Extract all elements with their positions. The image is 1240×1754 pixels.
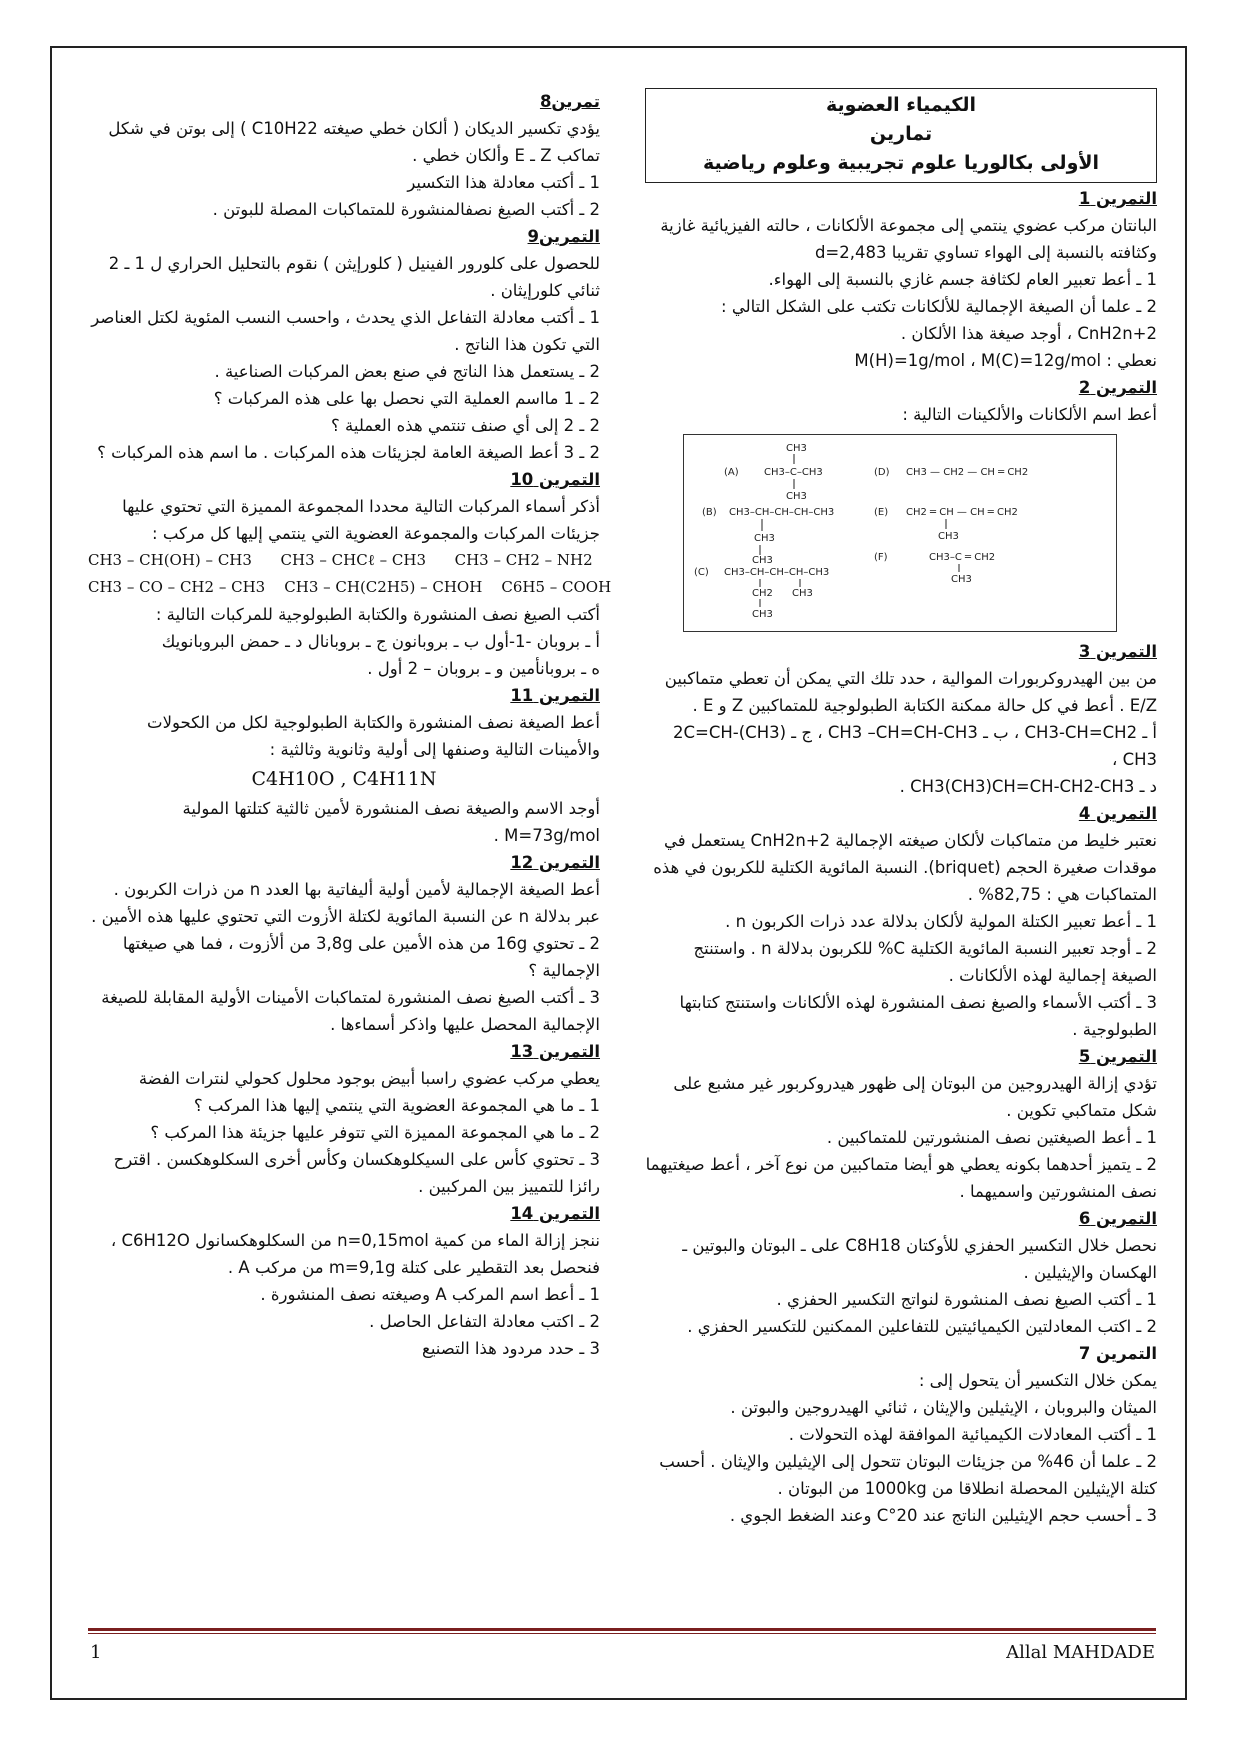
ex7-q1: 1 ـ أكتب المعادلات الكيميائية الموافقة لهذه التحولات . (788, 1425, 1157, 1444)
ex1-q1: 1 ـ أعط تعبير العام لكثافة جسم غازي بالنسبة إلى الهواء. (768, 270, 1157, 289)
ex1-intro: البانتان مركب عضوي ينتمي إلى مجموعة الألكانات ، حالته الفيزيائية غازية وكثافته بالنسبة إلى الهواء تساوي تقريبا d=2,483 (660, 216, 1157, 262)
ex11-intro: أعط الصيغة نصف المنشورة والكتابة الطبولوجية لكل من الكحولات والأمينات التالية وصنفها إلى أولية وثانوية وثالثية : (147, 713, 600, 759)
ex6-q1: 1 ـ أكتب الصيغ نصف المنشورة لنواتج التكسير الحفزي . (776, 1290, 1157, 1309)
f-ch3: CH3 (951, 574, 972, 585)
ex4-q1: 1 ـ أعط تعبير الكتلة المولية لألكان بدلالة عدد ذرات الكربون n . (725, 912, 1157, 931)
ex3-list-2: د ـ CH3(CH3)CH=CH-CH2-CH3 . (899, 777, 1157, 796)
ex7-title: التمرين 7 (1078, 1344, 1157, 1363)
ex13-q2: 2 ـ ما هي المجموعة المميزة التي تتوفر عليها جزيئة هذا المركب ؟ (150, 1123, 600, 1142)
ex12-intro: أعط الصيغة الإجمالية لأمين أولية أليفاتية بها العدد n من ذرات الكربون . عبر بدلالة n عن النسبة المائوية لكتلة الأزوت التي تحتوي عليها هذه الأمين . (91, 880, 600, 926)
ex5-intro: تؤدي إزالة الهيدروجين من البوتان إلى ظهور هيدروكربور غير مشبع على شكل متماكبي تكوين . (673, 1074, 1157, 1120)
ex4-intro: نعتبر خليط من متماكبات لألكان صيغته الإجمالية CnH2n+2 يستعمل في موقدات صغيرة الحجم (briquet). النسبة المائوية الكتلية للكربون في هذه المتماكبات هي : 82,75% . (653, 831, 1157, 904)
label-c: (C) (694, 567, 709, 578)
ex5-q1: 1 ـ أعط الصيغتين نصف المنشورتين للمتماكبين . (826, 1128, 1157, 1147)
b-chain: CH3–CH–CH–CH–CH3 (729, 507, 835, 518)
ex4-q3: 3 ـ أكتب الأسماء والصيغ نصف المنشورة لهذه الألكانات واستنتج كتابتها الطبولوجية . (679, 993, 1157, 1039)
a-bottom-ch3: CH3 (786, 491, 807, 502)
ex14-q3: 3 ـ حدد مردود هذا التصنيع (422, 1339, 600, 1358)
ex10-instruction: أكتب الصيغ نصف المنشورة والكتابة الطبولوجية للمركبات التالية : (155, 605, 600, 624)
ex5-title: التمرين 5 (1078, 1047, 1157, 1066)
ex14-q1: 1 ـ أعط اسم المركب A وصيغته نصف المنشورة . (260, 1285, 600, 1304)
ex9-q22: 2 ـ 2 إلى أي صنف تنتمي هذه العملية ؟ (331, 416, 600, 435)
document-title-box (645, 88, 1157, 183)
left-column (88, 88, 612, 1362)
ex3-list-1: أ ـ CH3-CH=CH2 ، ب ـ CH3 –CH=CH-CH3 ، ج ـ (CH3)2C=CH-CH3 ، (673, 723, 1157, 769)
ex7-intro: يمكن خلال التكسير أن يتحول إلى : (918, 1371, 1157, 1390)
a-top-ch3: CH3 (786, 443, 807, 454)
b-ch3-side: CH3 (754, 533, 775, 544)
ex2-intro: أعط اسم الألكانات والألكينات التالية : (902, 405, 1157, 424)
title-subject: الكيمياء العضوية (825, 94, 977, 116)
ex8-intro: يؤدي تكسير الديكان ( ألكان خطي صيغته C10H22 ) إلى بوتن في شكل تماكب Z ـ E وألكان خطي . (108, 119, 600, 165)
ex13-intro: يعطي مركب عضوي راسبا أبيض بوجود محلول كحولي لنترات الفضة (138, 1069, 600, 1088)
ex5-q2: 2 ـ يتميز أحدهما بكونه يعطي هو أيضا متماكبين من نوع آخر ، أعط صيغتيهما نصف المنشورتين واسميهما . (645, 1155, 1157, 1201)
ex9-q1: 1 ـ أكتب معادلة التفاعل الذي يحدث ، واحسب النسب المئوية لكتل العناصر التي تكون هذا الناتج . (91, 308, 600, 354)
e-ch3: CH3 (938, 531, 959, 542)
footer-rule (88, 1628, 1156, 1631)
c-ch2: CH2 (752, 588, 773, 599)
ex9-q2: 2 ـ يستعمل هذا الناتج في صنع بعض المركبات الصناعية . (214, 362, 600, 381)
ex12-q2: 2 ـ تحتوي 16g من هذه الأمين على 3,8g من ألأزوت ، فما هي صيغتها الإجمالية ؟ (122, 934, 600, 980)
c-ch3-end: CH3 (752, 609, 773, 620)
ex10-formulas-row-2: CH3 – CO – CH2 – CH3 CH3 – CH(C2H5) – CHOH C6H5 – COOH (88, 578, 612, 596)
ex3-title: التمرين 3 (1078, 642, 1157, 661)
ex6-title: التمرين 6 (1078, 1209, 1157, 1228)
ex6-q2: 2 ـ اكتب المعادلتين الكيميائيتين للتفاعلين الممكنين للتكسير الحفزي . (687, 1317, 1157, 1336)
ex11-formula: C4H10O , C4H11N (251, 768, 437, 790)
ex7-q2: 2 ـ علما أن 46% من جزيئات البوتان تتحول إلى الإيثيلين والإيثان . أحسب كتلة الإيثيلين المحصلة انطلاقا من 1000kg من البوتان . (659, 1452, 1157, 1498)
a-chain: CH3–C–CH3 (764, 467, 823, 478)
ex13-title: التمرين 13 (510, 1042, 600, 1061)
ex8-title: تمرين8 (539, 92, 600, 111)
ex8-q2: 2 ـ أكتب الصيغ نصفالمنشورة للمتماكبات المصلة للبوتن . (212, 200, 600, 219)
c-chain: CH3–CH–CH–CH–CH3 (724, 567, 830, 578)
title-level: الأولى بكالوريا علوم تجريبية وعلوم رياضية (702, 152, 1100, 174)
right-column (645, 88, 1157, 1529)
author-name: Allal MAHDADE (1006, 1642, 1155, 1663)
ex9-intro: للحصول على كلورور الفينيل ( كلورإيثن ) نقوم بالتحليل الحراري ل 1 ـ 2 ثنائي كلورإيثان . (108, 254, 600, 300)
ex14-intro: ننجز إزالة الماء من كمية n=0,15mol من السكلوهكسانول C6H12O ، فنحصل بعد التقطير على كتلة m=9,1g من مركب A . (110, 1231, 600, 1277)
ex9-title: التمرين9 (527, 227, 600, 246)
ex12-q3: 3 ـ أكتب الصيغ نصف المنشورة لمتماكبات الأمينات الأولية المقابلة للصيغة الإجمالية المحصل عليها واذكر أسماءها . (101, 988, 600, 1034)
ex13-q3: 3 ـ تحتوي كأس على السيكلوهكسان وكأس أخرى السكلوهكسن . اقترح رائزا للتمييز بين المركبين . (113, 1150, 600, 1196)
ex3-intro: من بين الهيدروكربورات الموالية ، حدد تلك التي يمكن أن تعطي متماكبين E/Z . أعط في كل حالة ممكنة الكتابة الطبولوجية للمتماكبين Z و E . (664, 669, 1157, 715)
structures-svg (684, 435, 1116, 631)
label-a: (A) (724, 467, 739, 478)
ex1-title: التمرين 1 (1078, 189, 1157, 208)
ex10-intro: أذكر أسماء المركبات التالية محددا المجموعة المميزة التي تحتوي عليها جزيئات المركبات والمجموعة العضوية التي ينتمي إليها كل مركب : (122, 497, 600, 543)
ex14-title: التمرين 14 (510, 1204, 600, 1223)
ex10-list-2: ه ـ بروبانأمين و ـ بروبان – 2 أول . (367, 659, 600, 678)
ex1-data: نعطي : M(H)=1g/mol ، M(C)=12g/mol (854, 351, 1157, 370)
ex10-formulas-row-1: CH3 – CH(OH) – CH3 CH3 – CHCℓ – CH3 CH3 – CH2 – NH2 (88, 551, 593, 569)
ex8-q1: 1 ـ أكتب معادلة هذا التكسير (407, 173, 600, 192)
label-e: (E) (874, 507, 889, 518)
ex10-title: التمرين 10 (510, 470, 600, 489)
ex6-intro: نحصل خلال التكسير الحفزي للأوكتان C8H18 على ـ البوتان والبوتين ـ الهكسان والإيثيلين . (682, 1236, 1157, 1282)
label-d: (D) (874, 467, 890, 478)
c-ch3-side: CH3 (792, 588, 813, 599)
structures-figure (683, 434, 1117, 632)
e-chain: CH2 ═ CH — CH ═ CH2 (906, 507, 1018, 518)
b-ch3-end: CH3 (752, 555, 773, 566)
ex10-list-1: أ ـ بروبان -1-أول ب ـ بروبانون ج ـ بروبانال د ـ حمض البروبانويك (161, 632, 600, 651)
ex7-q3: 3 ـ أحسب حجم الإيثيلين الناتج عند 20°C وعند الضغط الجوي . (729, 1506, 1157, 1525)
ex4-title: التمرين 4 (1078, 804, 1157, 823)
ex2-title: التمرين 2 (1078, 378, 1157, 397)
ex14-q2: 2 ـ اكتب معادلة التفاعل الحاصل . (369, 1312, 600, 1331)
d-chain: CH3 — CH2 — CH ═ CH2 (906, 467, 1029, 478)
ex9-q23: 2 ـ 3 أعط الصيغة العامة لجزيئات هذه المركبات . ما اسم هذه المركبات ؟ (97, 443, 600, 462)
footer-rule-thin (88, 1633, 1156, 1634)
page-number: 1 (90, 1642, 102, 1663)
ex7-products: الميثان والبروبان ، الإيثيلين والإيثان ، ثنائي الهيدروجين والبوتن . (730, 1398, 1157, 1417)
title-exercises: تمارين (869, 123, 933, 145)
ex13-q1: 1 ـ ما هي المجموعة العضوية التي ينتمي إليها هذا المركب ؟ (193, 1096, 600, 1115)
ex9-q21: 2 ـ 1 مااسم العملية التي نحصل بها على هذه المركبات ؟ (213, 389, 600, 408)
ex11-q: أوجد الاسم والصيغة نصف المنشورة لأمين ثالثية كتلتها المولية M=73g/mol . (182, 799, 600, 845)
f-chain: CH3–C ═ CH2 (929, 552, 996, 563)
ex11-title: التمرين 11 (510, 686, 600, 705)
ex1-q2: 2 ـ علما أن الصيغة الإجمالية للألكانات تكتب على الشكل التالي : CnH2n+2 ، أوجد صيغة هذا الألكان . (721, 297, 1157, 343)
label-b: (B) (702, 507, 717, 518)
ex4-q2: 2 ـ أوجد تعبير النسبة المائوية الكتلية C% للكربون بدلالة n . واستنتج الصيغة إجمالية لهذه الألكانات . (693, 939, 1157, 985)
label-f: (F) (874, 552, 888, 563)
ex12-title: التمرين 12 (510, 853, 600, 872)
